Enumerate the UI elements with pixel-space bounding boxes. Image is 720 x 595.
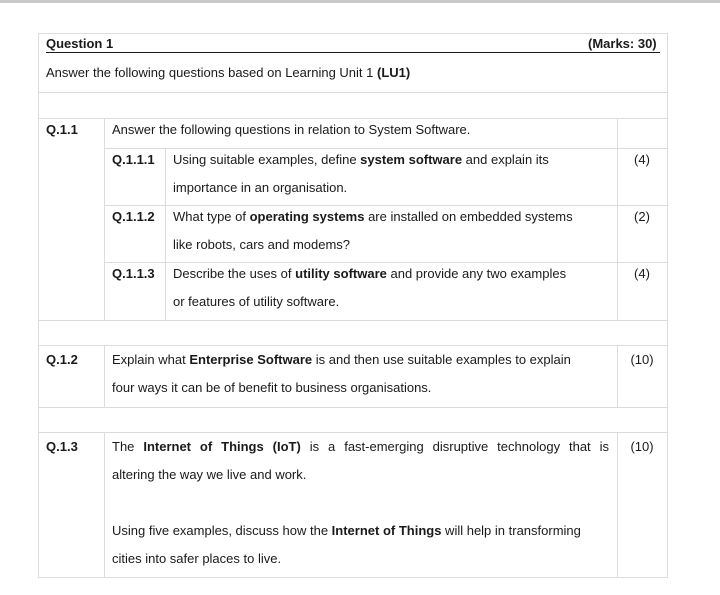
row-divider bbox=[38, 407, 668, 408]
row-divider bbox=[38, 432, 668, 433]
table-border-left bbox=[38, 33, 39, 578]
subquestion-text-line1 bbox=[173, 209, 573, 225]
text-segment: are installed on embedded systems bbox=[364, 209, 573, 224]
row-divider bbox=[104, 262, 668, 263]
question-text-line1 bbox=[112, 352, 571, 368]
subquestion-number: Q.1.1.1 bbox=[112, 152, 155, 167]
question-text-line1 bbox=[112, 439, 609, 455]
page-top-border bbox=[0, 0, 720, 3]
text-bold-segment: Internet of Things (IoT) bbox=[143, 439, 301, 454]
subquestion-number: Q.1.1.2 bbox=[112, 209, 155, 224]
table-border-right bbox=[667, 33, 668, 578]
question-title: Question 1 bbox=[46, 36, 114, 51]
question-intro: Answer the following questions in relation to System Software. bbox=[112, 122, 471, 137]
row-divider bbox=[38, 320, 668, 321]
row-divider bbox=[104, 148, 668, 149]
question-text-line4: cities into safer places to live. bbox=[112, 551, 282, 566]
marks-value: (4) bbox=[634, 152, 650, 167]
subquestion-text-line2: or features of utility software. bbox=[173, 294, 340, 309]
instruction-line bbox=[46, 65, 410, 81]
subquestion-number: Q.1.1.3 bbox=[112, 266, 155, 281]
text-bold-segment: Enterprise Software bbox=[189, 352, 313, 367]
table-border-top bbox=[38, 33, 668, 34]
column-divider bbox=[104, 432, 105, 577]
text-segment: is a fast-emerging disruptive technology that is bbox=[300, 439, 609, 454]
marks-value: (10) bbox=[630, 439, 654, 454]
marks-value: (10) bbox=[630, 352, 654, 367]
text-bold-segment: system software bbox=[360, 152, 463, 167]
row-divider bbox=[38, 92, 668, 93]
marks-value: (2) bbox=[634, 209, 650, 224]
subquestion-text-line1 bbox=[173, 266, 566, 282]
subquestion-text-line2: like robots, cars and modems? bbox=[173, 237, 351, 252]
text-bold-segment: operating systems bbox=[249, 209, 365, 224]
title-underline bbox=[46, 52, 660, 53]
question-number: Q.1.2 bbox=[46, 352, 78, 367]
column-divider bbox=[165, 148, 166, 320]
text-segment: Using suitable examples, define bbox=[173, 152, 361, 167]
subquestion-text-line2: importance in an organisation. bbox=[173, 180, 348, 195]
question-text-line3 bbox=[112, 523, 581, 539]
text-bold-segment: utility software bbox=[295, 266, 387, 281]
question-number: Q.1.3 bbox=[46, 439, 78, 454]
question-number: Q.1.1 bbox=[46, 122, 78, 137]
subquestion-text-line1 bbox=[173, 152, 549, 168]
text-segment: Using five examples, discuss how the bbox=[112, 523, 332, 538]
text-segment: will help in transforming bbox=[441, 523, 581, 538]
text-segment: Describe the uses of bbox=[173, 266, 296, 281]
question-text-line2: four ways it can be of benefit to business organisations. bbox=[112, 380, 432, 395]
question-text-line2: altering the way we live and work. bbox=[112, 467, 307, 482]
table-border-bottom bbox=[38, 577, 668, 578]
marks-total: (Marks: 30) bbox=[588, 36, 657, 51]
row-divider bbox=[38, 345, 668, 346]
instruction-text: Answer the following questions based on Learning Unit 1 bbox=[46, 65, 377, 80]
text-segment: and provide any two examples bbox=[386, 266, 567, 281]
column-divider bbox=[104, 118, 105, 320]
marks-value: (4) bbox=[634, 266, 650, 281]
text-segment: is and then use suitable examples to explain bbox=[312, 352, 571, 367]
text-segment: and explain its bbox=[462, 152, 549, 167]
instruction-unit: (LU1) bbox=[377, 65, 411, 80]
text-segment: The bbox=[112, 439, 144, 454]
text-segment: What type of bbox=[173, 209, 250, 224]
text-segment: Explain what bbox=[112, 352, 190, 367]
row-divider bbox=[104, 205, 668, 206]
text-bold-segment: Internet of Things bbox=[331, 523, 442, 538]
column-divider bbox=[104, 345, 105, 407]
row-divider bbox=[38, 118, 668, 119]
